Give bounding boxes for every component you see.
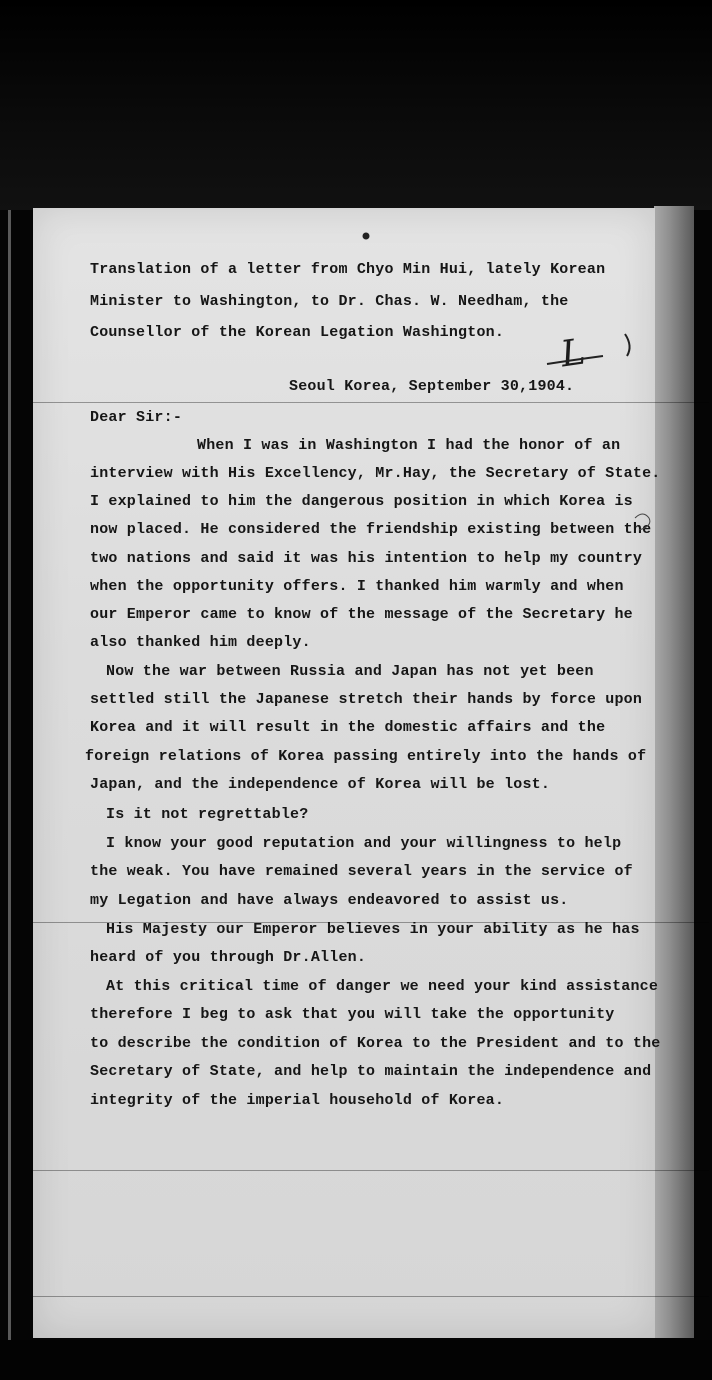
page-edge-shadow xyxy=(654,206,694,1338)
handwritten-mark: L xyxy=(558,331,588,376)
heading-line: Minister to Washington, to Dr. Chas. W. Needham, the xyxy=(90,293,569,310)
body-line: our Emperor came to know of the message of the Secretary he xyxy=(90,606,633,623)
body-line: two nations and said it was his intention to help my country xyxy=(90,550,643,567)
film-border-top xyxy=(0,0,712,210)
scan-artifact-line xyxy=(33,922,709,923)
heading-line: Translation of a letter from Chyo Min Hui, lately Korean xyxy=(90,261,606,278)
body-line: Is it not regrettable? xyxy=(106,806,309,823)
dateline: Seoul Korea, September 30,1904. xyxy=(289,378,575,395)
pen-stroke-decoration xyxy=(543,326,643,376)
body-line: my Legation and have always endeavored to assist us. xyxy=(90,892,569,909)
heading-line: Counsellor of the Korean Legation Washington. xyxy=(90,324,505,341)
scan-artifact-line xyxy=(33,1296,709,1297)
body-line: the weak. You have remained several years in the service of xyxy=(90,863,633,880)
body-line: to describe the condition of Korea to the President and to the xyxy=(90,1035,661,1052)
letter-page xyxy=(33,208,661,1338)
body-line: His Majesty our Emperor believes in your ability as he has xyxy=(106,921,640,938)
body-line: interview with His Excellency, Mr.Hay, the Secretary of State. xyxy=(90,465,661,482)
body-line: integrity of the imperial household of Korea. xyxy=(90,1092,505,1109)
body-line: when the opportunity offers. I thanked him warmly and when xyxy=(90,578,624,595)
margin-squiggle-decoration xyxy=(633,508,655,538)
body-line: heard of you through Dr.Allen. xyxy=(90,949,367,966)
stray-mark-decoration xyxy=(358,226,378,246)
body-line: When I was in Washington I had the honor of an xyxy=(197,437,621,454)
body-line: Korea and it will result in the domestic affairs and the xyxy=(90,719,606,736)
body-line: also thanked him deeply. xyxy=(90,634,311,651)
body-line: Secretary of State, and help to maintain the independence and xyxy=(90,1063,652,1080)
body-line: At this critical time of danger we need your kind assistance xyxy=(106,978,659,995)
body-line: I know your good reputation and your willingness to help xyxy=(106,835,622,852)
body-line: foreign relations of Korea passing entirely into the hands of xyxy=(85,748,647,765)
salutation: Dear Sir:- xyxy=(90,409,183,426)
film-border-bottom xyxy=(0,1340,712,1380)
body-line: now placed. He considered the friendship existing between the xyxy=(90,521,652,538)
body-line: I explained to him the dangerous position in which Korea is xyxy=(90,493,633,510)
body-line: therefore I beg to ask that you will take the opportunity xyxy=(90,1006,615,1023)
body-line: Now the war between Russia and Japan has not yet been xyxy=(106,663,594,680)
body-line: settled still the Japanese stretch their hands by force upon xyxy=(90,691,643,708)
film-edge-strip xyxy=(8,210,11,1340)
scan-artifact-line xyxy=(33,1170,709,1171)
body-line: Japan, and the independence of Korea will be lost. xyxy=(90,776,551,793)
scan-artifact-line xyxy=(33,402,709,403)
